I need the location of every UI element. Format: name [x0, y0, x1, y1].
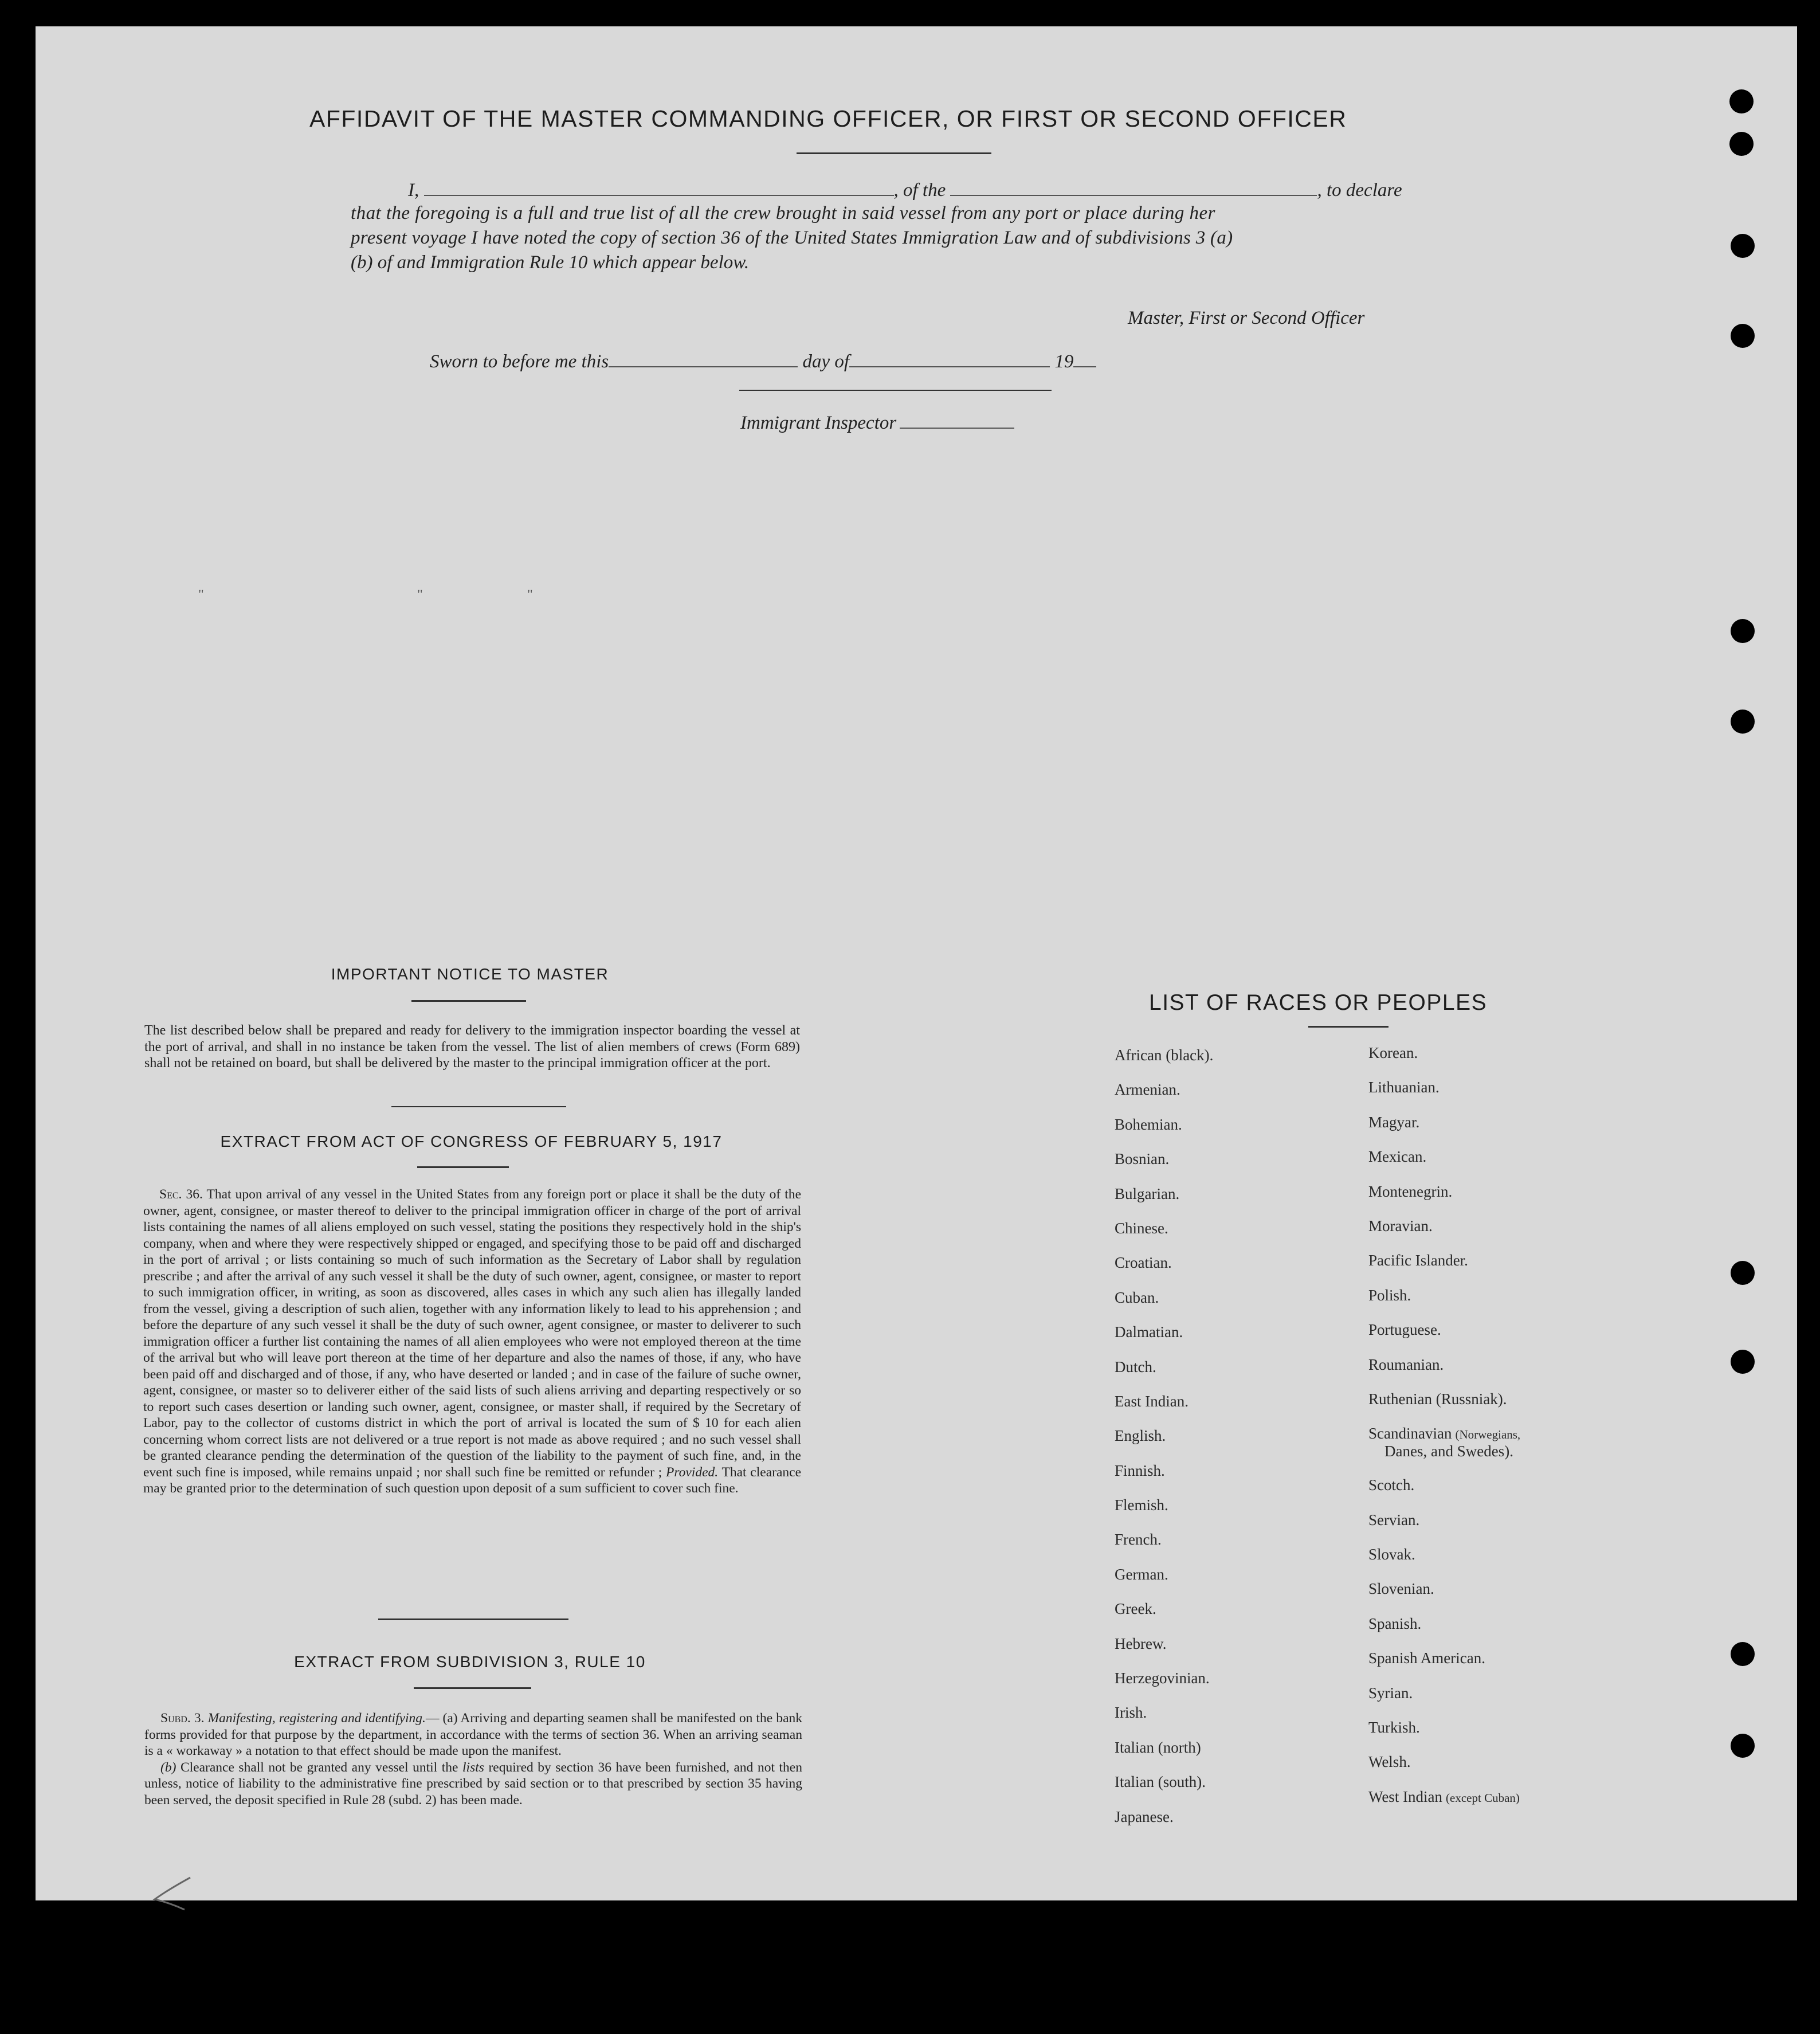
race-item	[1368, 1615, 1520, 1649]
race-name: West Indian	[1368, 1788, 1443, 1805]
race-name: Slovenian.	[1368, 1580, 1434, 1598]
rule-subd-b-lists: lists	[462, 1759, 484, 1775]
rule-subd-a	[144, 1710, 802, 1759]
race-item: Cuban.	[1115, 1288, 1159, 1306]
rule-text	[144, 1710, 802, 1808]
act-underline	[417, 1166, 509, 1168]
year-blank[interactable]	[1073, 366, 1096, 367]
race-item: African (black).	[1115, 1047, 1214, 1064]
race-name: Pacific Islander.	[1368, 1252, 1468, 1269]
race-name: Scandinavian	[1368, 1425, 1452, 1443]
race-note: (except Cuban)	[1446, 1790, 1520, 1805]
inspector-label-text: Immigrant Inspector	[740, 413, 897, 433]
affidavit-line-1	[408, 180, 1402, 201]
affidavit-line-3: present voyage I have noted the copy of section 36 of the United States Immigration Law and of subdivisions 3 (a)	[351, 228, 1233, 248]
race-item	[1368, 1649, 1520, 1684]
notice-title: IMPORTANT NOTICE TO MASTER	[331, 965, 609, 983]
act-body-end: That clearance may be granted prior to the determination of such question upon deposit of a sum sufficient to cover such fine.	[143, 1464, 801, 1496]
race-item	[1368, 1044, 1520, 1079]
rule-underline	[414, 1687, 531, 1689]
race-item: English.	[1115, 1427, 1166, 1445]
race-item	[1368, 1390, 1520, 1425]
name-blank[interactable]	[424, 195, 894, 196]
race-item: Finnish.	[1115, 1461, 1165, 1479]
race-item	[1368, 1546, 1520, 1580]
race-name: Spanish American.	[1368, 1649, 1485, 1667]
race-item: Japanese.	[1115, 1808, 1174, 1825]
inspector-label	[740, 413, 1014, 434]
day-of-text: day of	[802, 351, 850, 372]
race-item: Chinese.	[1115, 1219, 1168, 1237]
notice-divider	[391, 1106, 566, 1107]
race-item: Bohemian.	[1115, 1115, 1182, 1133]
binder-hole	[1729, 132, 1754, 156]
race-note: Danes, and Swedes).	[1384, 1443, 1513, 1460]
ditto-mark: "	[527, 587, 533, 602]
race-item	[1368, 1079, 1520, 1113]
races-title: LIST OF RACES OR PEOPLES	[1149, 990, 1488, 1015]
pencil-mark	[150, 1874, 196, 1914]
affidavit-line-4: (b) of and Immigration Rule 10 which appear below.	[351, 252, 750, 273]
document-page	[36, 26, 1797, 1900]
year-text: 19	[1054, 351, 1074, 372]
race-item	[1368, 1321, 1520, 1355]
race-name: Magyar.	[1368, 1113, 1420, 1131]
race-item	[1368, 1684, 1520, 1719]
race-item: Armenian.	[1115, 1081, 1180, 1099]
race-item: Irish.	[1115, 1704, 1147, 1722]
race-name: Syrian.	[1368, 1684, 1413, 1702]
race-item	[1368, 1148, 1520, 1182]
race-item	[1368, 1425, 1520, 1476]
race-item: Herzegovinian.	[1115, 1669, 1210, 1687]
race-name: Slovak.	[1368, 1546, 1415, 1563]
race-name: Portuguese.	[1368, 1321, 1441, 1339]
race-item: Greek.	[1115, 1600, 1156, 1618]
binder-hole	[1729, 89, 1754, 113]
race-item: Croatian.	[1115, 1254, 1172, 1272]
affidavit-to-declare: , to declare	[1317, 180, 1402, 201]
act-provided: Provided.	[665, 1464, 719, 1480]
notice-underline	[411, 1000, 526, 1002]
scan-edge	[1797, 0, 1820, 2034]
race-item: Italian (north)	[1115, 1738, 1201, 1756]
rule-title: EXTRACT FROM SUBDIVISION 3, RULE 10	[294, 1653, 646, 1671]
race-item	[1368, 1183, 1520, 1217]
race-name: Servian.	[1368, 1511, 1420, 1529]
inspector-signature-line[interactable]	[739, 390, 1052, 391]
binder-hole	[1731, 619, 1755, 643]
race-item	[1368, 1356, 1520, 1390]
race-name: Korean.	[1368, 1044, 1418, 1061]
race-item: Bulgarian.	[1115, 1185, 1180, 1202]
act-title: EXTRACT FROM ACT OF CONGRESS OF FEBRUARY 5, 1917	[220, 1132, 723, 1150]
race-name: Welsh.	[1368, 1753, 1411, 1771]
race-item	[1368, 1287, 1520, 1321]
races-left-column	[1115, 1047, 1213, 1843]
race-name: Scotch.	[1368, 1476, 1415, 1494]
affidavit-line-2: that the foregoing is a full and true list of all the crew brought in said vessel from any port or place during her	[351, 203, 1215, 224]
binder-hole	[1731, 710, 1755, 734]
vessel-blank[interactable]	[950, 195, 1317, 196]
rule-subd-b	[144, 1759, 802, 1809]
binder-hole	[1731, 1734, 1755, 1758]
day-blank[interactable]	[609, 366, 798, 367]
race-name: Polish.	[1368, 1286, 1411, 1304]
binder-hole	[1731, 234, 1755, 258]
race-item	[1368, 1753, 1520, 1788]
sworn-text: Sworn to before me this	[430, 351, 609, 372]
race-name: Moravian.	[1368, 1217, 1433, 1234]
races-right-column	[1368, 1044, 1520, 1823]
inspector-blank	[900, 428, 1014, 429]
affidavit-title: AFFIDAVIT OF THE MASTER COMMANDING OFFICER, OR FIRST OR SECOND OFFICER	[309, 105, 1347, 132]
act-text	[143, 1186, 801, 1497]
race-item	[1368, 1114, 1520, 1148]
race-item: Flemish.	[1115, 1496, 1168, 1514]
ditto-mark: "	[417, 587, 423, 602]
binder-hole	[1731, 1261, 1755, 1285]
races-underline	[1308, 1026, 1388, 1028]
title-underline	[797, 152, 991, 154]
signature-label: Master, First or Second Officer	[1128, 308, 1365, 328]
race-name: Spanish.	[1368, 1614, 1422, 1632]
act-body: That upon arrival of any vessel in the United States from any foreign port or place it shall be the duty of the owner, agent, consignee, or master thereof to deliver to the principal immigration officer in charge of the port of arrival lists containing the names of all aliens employed on such vessel, stating the positions they respectively hold in the ship's company, when and where they were respectively shipped or engaged, and specifying those to be paid off and discharged in the port of arrival ; or lists containing so much of such information as the Secretary of Labor shall by regulation prescribe ; and after the arrival of any such vessel it shall be the duty of such owner, agent, consignee, or master to report to such immigration officer, in writing, as soon as discovered, alles cases in which any such alien has illegally landed from the vessel, giving a description of such alien, together with any information likely to lead to his apprehension ; and before the departure of any such vessel it shall be the duty of such owner, agent consignee, or master to deliverer to such immigration officer a further list containing the names of all alien employees who were not employed thereon at the time of the arrival but who will leave port thereon at the time of her departure and also the names of those, if any, who have been paid off and discharged and of those, if any, who have deserted or landed ; and in case of the failure of suche owner, agent, consignee, or master so to deliverer either of the said lists of such aliens arriving and departing respectively or so to report such cases desertion or landing such owner, agent, consignee, or master shall, if required by the Secretary of Labor, pay to the collector of customs district in which the port of arrival is located the sum of $ 10 for each alien concerning whom correct lists are not delivered or a true report is not made as above required ; and no such vessel shall be granted clearance pending the determination of the question of the liability to the payment of such fine, and, in the event such fine is imposed, while remains unpaid ; nor shall such fine be remitted or refunder ;	[143, 1187, 802, 1480]
race-item	[1368, 1580, 1520, 1614]
rule-subd-label: Subd. 3.	[160, 1711, 205, 1726]
binder-hole	[1731, 1350, 1755, 1374]
race-name: Ruthenian (Russniak).	[1368, 1390, 1507, 1408]
rule-subd-a-text: — (a) Arriving and departing seamen shall be manifested on the bank forms provided for that purpose by the department, in accordance with the terms of section 36. When an arriving seaman is a « workaway » a notation to that effect should be made upon the manifest.	[144, 1711, 802, 1758]
race-item	[1368, 1252, 1520, 1286]
race-item: German.	[1115, 1565, 1168, 1583]
rule-subd-b-pre: Clearance shall not be granted any vessel until the	[180, 1759, 458, 1775]
notice-text: The list described below shall be prepared and ready for delivery to the immigration inspector boarding the vessel at the port of arrival, and shall in no instance be taken from the vessel. The list of alien members of crews (Form 689) shall not be retained on board, but shall be delivered by the master to the principal immigration officer at the port.	[144, 1023, 800, 1071]
binder-hole	[1731, 324, 1755, 348]
race-item	[1368, 1217, 1520, 1252]
race-item: Dutch.	[1115, 1358, 1156, 1375]
race-name: Mexican.	[1368, 1148, 1427, 1166]
race-name: Lithuanian.	[1368, 1079, 1439, 1096]
race-name: Roumanian.	[1368, 1355, 1444, 1373]
affidavit-of-the: , of the	[893, 180, 946, 201]
rule-subd-heading: Manifesting, registering and identifying.	[207, 1711, 426, 1726]
binder-hole	[1731, 1642, 1755, 1666]
rule-subd-b-label: (b)	[160, 1759, 176, 1775]
race-item: Dalmatian.	[1115, 1323, 1183, 1341]
race-item	[1368, 1788, 1520, 1823]
race-note: (Norwegians,	[1455, 1428, 1521, 1442]
race-name: Montenegrin.	[1368, 1182, 1453, 1200]
act-sec-label: Sec. 36.	[159, 1187, 203, 1202]
race-item	[1368, 1476, 1520, 1511]
race-item: East Indian.	[1115, 1392, 1189, 1410]
race-item	[1368, 1511, 1520, 1546]
race-item: Bosnian.	[1115, 1150, 1170, 1168]
sworn-line	[430, 351, 1096, 373]
affidavit-i: I,	[408, 180, 419, 201]
act-divider	[378, 1618, 568, 1620]
ditto-mark: "	[198, 587, 204, 602]
month-blank[interactable]	[849, 366, 1050, 367]
rule-subd-b-post: required by section 36 have been furnished, and not then unless, notice of liability to the administrative fine prescribed by said section or to that prescribed by section 35 having been served, the deposit specified in Rule 28 (subd. 2) has been made.	[144, 1759, 802, 1808]
race-item: Italian (south).	[1115, 1773, 1206, 1791]
race-name: Turkish.	[1368, 1719, 1420, 1737]
race-item	[1368, 1719, 1520, 1753]
race-item: Hebrew.	[1115, 1635, 1167, 1652]
race-item: French.	[1115, 1531, 1162, 1549]
